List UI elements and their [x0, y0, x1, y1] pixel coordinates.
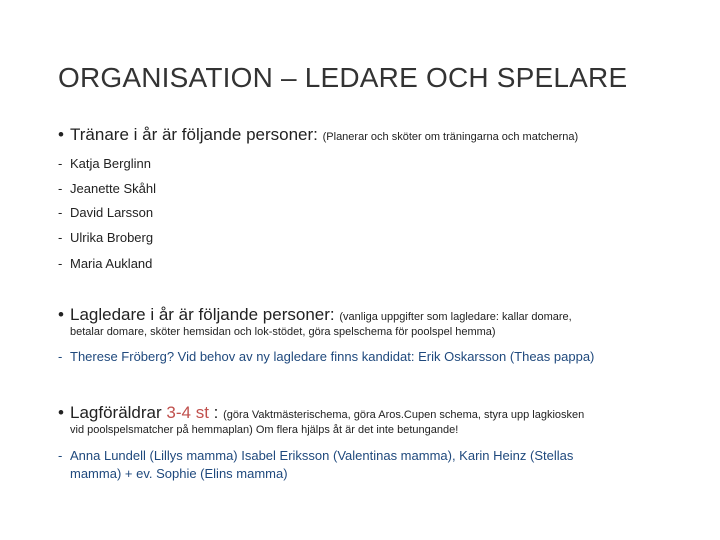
coach-name: Ulrika Broberg: [70, 230, 154, 245]
coach-item: [58, 205, 698, 220]
team-leader-note-continued: betalar domare, sköter hemsidan och lok-stödet, göra spelschema för poolspel hemma): [70, 326, 496, 338]
dash-icon: -: [58, 349, 63, 364]
bullet-icon: •: [58, 403, 64, 422]
team-parents-item: [58, 448, 698, 463]
dash-icon: -: [58, 156, 63, 171]
dash-icon: -: [58, 448, 63, 463]
team-parents-text-line2: mamma) + ev. Sophie (Elins mamma): [70, 466, 288, 481]
coaches-heading-text: Tränare i år är följande personer:: [70, 125, 318, 144]
coach-item: [58, 230, 698, 245]
team-parents-text-line1: Anna Lundell (Lillys mamma) Isabel Eriksson (Valentinas mamma), Karin Heinz (Stellas: [70, 448, 574, 463]
coach-name: David Larsson: [70, 205, 154, 220]
team-parents-colon: :: [213, 403, 219, 422]
team-parents-count: 3-4 st: [166, 403, 209, 422]
bullet-icon: •: [58, 125, 64, 144]
coach-item: [58, 156, 698, 171]
team-leader-note: (vanliga uppgifter som lagledare: kallar domare,: [339, 311, 572, 323]
team-parents-heading-text: Lagföräldrar: [70, 403, 162, 422]
coach-item: [58, 181, 698, 196]
team-parents-heading: [58, 403, 698, 423]
coaches-note: (Planerar och sköter om träningarna och matcherna): [322, 131, 579, 143]
coach-name: Maria Aukland: [70, 256, 153, 271]
slide-title: ORGANISATION – LEDARE OCH SPELARE: [58, 62, 628, 93]
dash-icon: -: [58, 205, 63, 220]
dash-icon: -: [58, 230, 63, 245]
bullet-icon: •: [58, 305, 64, 324]
team-parents-note: (göra Vaktmästerischema, göra Aros.Cupen schema, styra upp lagkiosken: [223, 409, 585, 421]
team-leader-heading-text: Lagledare i år är följande personer:: [70, 305, 335, 324]
coach-name: Katja Berglinn: [70, 156, 151, 171]
team-parents-note-continued: vid poolspelsmatcher på hemmaplan) Om flera hjälps åt är det inte betungande!: [70, 424, 459, 436]
dash-icon: -: [58, 181, 63, 196]
coach-name: Jeanette Skåhl: [70, 181, 157, 196]
team-leader-text: Therese Fröberg? Vid behov av ny lagledare finns kandidat: Erik Oskarsson (Theas pappa): [70, 349, 595, 364]
team-leader-item: [58, 349, 698, 364]
coach-item: [58, 256, 698, 271]
coaches-heading: [58, 125, 698, 145]
team-leader-heading: [58, 305, 698, 325]
dash-icon: -: [58, 256, 63, 271]
